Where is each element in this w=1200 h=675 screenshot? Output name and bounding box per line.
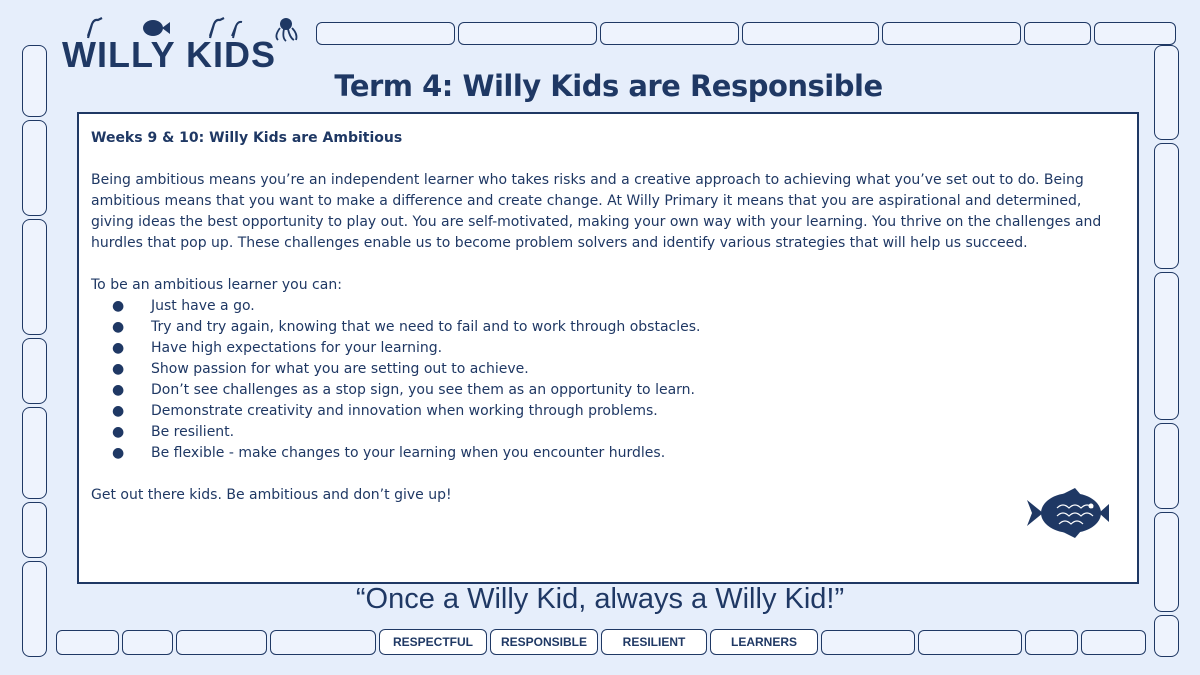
value-responsible: RESPONSIBLE (490, 629, 598, 655)
list-item (91, 338, 1125, 359)
frame-tile (1024, 22, 1091, 45)
bullet-dot: ● (112, 403, 125, 419)
frame-tile (22, 219, 47, 335)
page-title: Term 4: Willy Kids are Responsible (334, 69, 883, 103)
fish-icon (1023, 488, 1109, 538)
logo-text: WILLY KIDS (62, 34, 277, 75)
frame-tile (742, 22, 879, 45)
bullet-dot: ● (112, 319, 125, 335)
list-item (91, 296, 1125, 317)
frame-tile (316, 22, 455, 45)
frame-tile (1154, 143, 1179, 269)
list-item-text: Be resilient. (151, 424, 235, 440)
frame-tile (821, 630, 915, 655)
frame-tile (22, 120, 47, 216)
list-item (91, 422, 1125, 443)
ambition-list (91, 296, 1125, 464)
frame-tile (458, 22, 597, 45)
bullet-dot: ● (112, 424, 125, 440)
frame-tile (122, 630, 173, 655)
motto: “Once a Willy Kid, always a Willy Kid!” (355, 583, 845, 615)
frame-tile (22, 502, 47, 558)
frame-tile (918, 630, 1022, 655)
list-item-text: Try and try again, knowing that we need to fail and to work through obstacles. (151, 319, 701, 335)
value-learners: LEARNERS (710, 629, 818, 655)
bullet-dot: ● (112, 445, 125, 461)
frame-tile (176, 630, 267, 655)
list-item (91, 380, 1125, 401)
frame-tile (600, 22, 739, 45)
frame-tile (1025, 630, 1078, 655)
list-item-text: Don’t see challenges as a stop sign, you see them as an opportunity to learn. (151, 382, 695, 398)
willy-kids-logo (58, 14, 318, 74)
content-card (77, 112, 1139, 584)
list-item (91, 443, 1125, 464)
list-item (91, 359, 1125, 380)
value-resilient: RESILIENT (601, 629, 707, 655)
frame-tile (270, 630, 376, 655)
list-item (91, 317, 1125, 338)
bullet-dot: ● (112, 340, 125, 356)
list-item-text: Have high expectations for your learning. (151, 340, 443, 356)
list-item (91, 401, 1125, 422)
card-heading: Weeks 9 & 10: Willy Kids are Ambitious (91, 130, 403, 146)
frame-tile (1154, 423, 1179, 509)
list-item-text: Just have a go. (151, 298, 255, 314)
frame-tile (1154, 272, 1179, 420)
list-intro: To be an ambitious learner you can: (91, 277, 342, 293)
list-item-text: Show passion for what you are setting out to achieve. (151, 361, 529, 377)
value-respectful: RESPECTFUL (379, 629, 487, 655)
frame-tile (22, 338, 47, 404)
frame-tile (1154, 615, 1179, 657)
bullet-dot: ● (112, 361, 125, 377)
list-item-text: Be flexible - make changes to your learning when you encounter hurdles. (151, 445, 666, 461)
frame-tile (22, 407, 47, 499)
bullet-dot: ● (112, 298, 125, 314)
frame-tile (1094, 22, 1176, 45)
frame-tile (1081, 630, 1146, 655)
frame-tile (56, 630, 119, 655)
closing-line: Get out there kids. Be ambitious and don’t give up! (91, 487, 452, 503)
list-item-text: Demonstrate creativity and innovation when working through problems. (151, 403, 658, 419)
frame-tile (882, 22, 1021, 45)
bullet-dot: ● (112, 382, 125, 398)
intro-paragraph: Being ambitious means you’re an independent learner who takes risks and a creative approach to achieving what you’ve set out to do. Being ambitious means that you want to make a difference and create change. At Willy Primary it means that you are aspirational and determined, giving ideas the best opportunity to play out. You are self-motivated, making your own way with your learning. You thrive on the challenges and hurdles that pop up. These challenges enable us to become problem solvers and identify various strategies that will help us succeed. (91, 172, 1102, 251)
